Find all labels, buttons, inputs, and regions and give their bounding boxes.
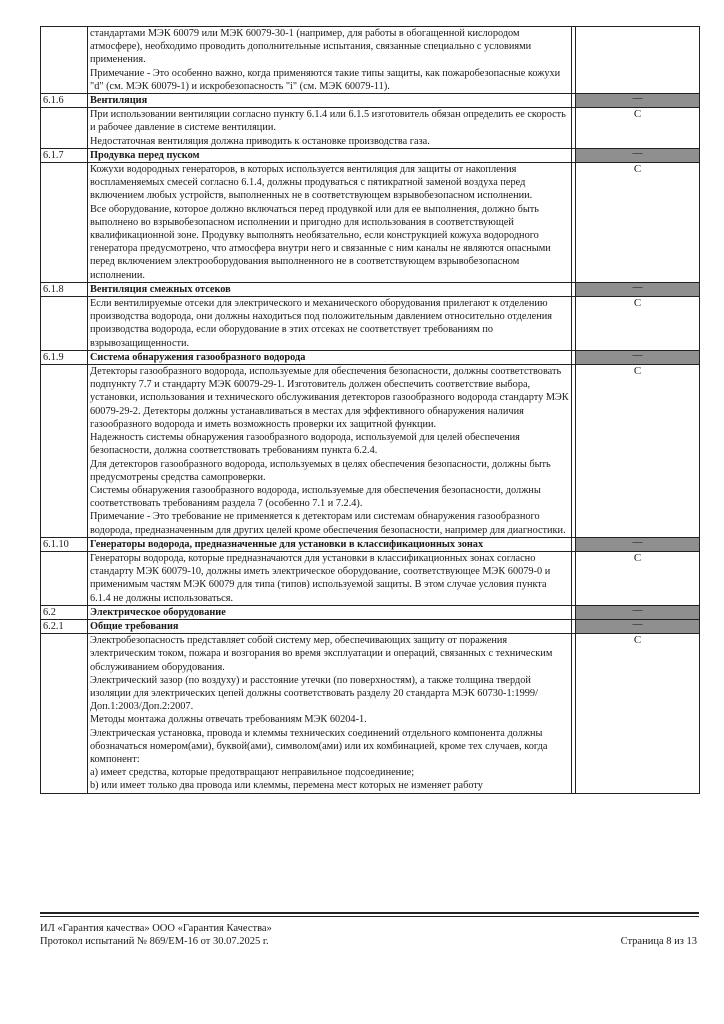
- requirement-text: Надежность системы обнаружения газообразного водорода, используемой для целей обеспечения безопасности, должна соответствовать требованиям пункта 6.2.4.: [90, 432, 520, 457]
- clause-number: 6.1.6: [41, 94, 88, 108]
- requirement-text: стандартами МЭК 60079 или МЭК 60079-30-1 (например, для работы в обогащенной кислородом атмосфере), необходимо проводить дополнительные испытания, связанные специально с условиями применения.: [90, 28, 532, 66]
- table-row: [41, 108, 700, 149]
- lab-name: ИЛ «Гарантия качества» ООО «Гарантия Качества»: [40, 923, 272, 934]
- table-row: [41, 634, 700, 793]
- note-text: Примечание - Это требование не применяется к детекторам или системам обнаружения газообразного водорода, предназначенным для других целей кроме обеспечения безопасности, например для диагностики.: [90, 511, 566, 536]
- table-row: [41, 297, 700, 351]
- note-text: Примечание - Это особенно важно, когда применяются такие типы защиты, как пожаробезопасные кожухи "d" (см. МЭК 60079-1) и искробезопасность "i" (см. МЭК 60079-11).: [90, 67, 561, 92]
- clause-title: Вентиляция смежных отсеков: [88, 282, 572, 296]
- list-item: b) или имеет только два провода или клеммы, перемена мест которых не изменяет работу: [90, 780, 483, 792]
- section-header-row: [41, 605, 700, 619]
- table-row: [41, 551, 700, 605]
- page-number: Страница 8 из 13: [620, 936, 697, 947]
- requirement-text: Для детекторов газообразного водорода, используемых в целях обеспечения безопасности, должны быть предусмотрены средства самопроверки.: [90, 458, 551, 483]
- result-cell: С: [576, 163, 700, 283]
- result-header-bar: —: [576, 605, 700, 619]
- page-footer: [40, 912, 699, 948]
- section-header-row: [41, 282, 700, 296]
- requirement-text: Электрическая установка, провода и клеммы технических соединений отдельного компонента должны обозначаться номером(ами), буквой(ами), символом(ами) или их комбинацией, кроме тех случаев, когда компонент:: [90, 727, 548, 765]
- table-row: [41, 365, 700, 538]
- clause-title: Электрическое оборудование: [88, 605, 572, 619]
- section-header-row: [41, 148, 700, 162]
- requirement-text: Генераторы водорода, которые предназначаются для установки в классификационных зонах согласно стандарту МЭК 60079-10, должны иметь электрическое оборудование, соответствующее МЭК 60079-0 и применимым частям МЭК 60079 для типа (типов) используемой защиты. В этом случае условия пункта 6.1.4 не должны использоваться.: [90, 552, 551, 604]
- result-cell: С: [576, 108, 700, 149]
- clause-title: Генераторы водорода, предназначенные для установки в классификационных зонах: [88, 537, 572, 551]
- result-header-bar: —: [576, 282, 700, 296]
- requirement-text: Детекторы газообразного водорода, используемые для обеспечения безопасности, должны соответствовать подпункту 7.7 и стандарту МЭК 60079-29-1. Изготовитель должен обеспечить соответствие выбора, установки, использования и технического обслуживания детекторов газообразного водорода стандарту МЭК 60079-29-2. Детекторы должны устанавливаться в местах для эффективного обнаружения наличия газообразного водорода и иметь возможность проверки их защитной функции.: [90, 366, 569, 430]
- requirement-text: Электробезопасность представляет собой систему мер, обеспечивающих защиту от поражения электрическим током, пожара и возгорания во время эксплуатации и операций, связанных с техническим обслуживанием оборудования.: [90, 635, 553, 673]
- section-header-row: [41, 619, 700, 633]
- result-cell: С: [576, 365, 700, 538]
- clause-number: 6.1.10: [41, 537, 88, 551]
- list-item: а) имеет средства, которые предотвращают неправильное подсоединение;: [90, 767, 415, 779]
- clause-title: Продувка перед пуском: [88, 148, 572, 162]
- result-header-bar: —: [576, 619, 700, 633]
- requirement-text: Методы монтажа должны отвечать требованиям МЭК 60204-1.: [90, 714, 367, 726]
- footer-divider: [40, 916, 699, 917]
- table-row: [41, 163, 700, 283]
- requirements-table: [40, 26, 700, 794]
- result-header-bar: —: [576, 537, 700, 551]
- result-header-bar: —: [576, 94, 700, 108]
- requirement-text: Электрический зазор (по воздуху) и расстояние утечки (по поверхностям), а также толщина твердой изоляции для электрических цепей должны соответствовать разделу 20 стандарта МЭК 60730-1:1999/Доп.1:2003/Доп.2:2007.: [90, 674, 538, 713]
- section-header-row: [41, 537, 700, 551]
- clause-number: 6.2: [41, 605, 88, 619]
- clause-title: Вентиляция: [88, 94, 572, 108]
- requirement-text: При использовании вентиляции согласно пункту 6.1.4 или 6.1.5 изготовитель обязан определить ее скорость и рабочее давление в системе вентиляции.: [90, 109, 566, 134]
- protocol-number: Протокол испытаний № 869/ЕМ-16 от 30.07.2025 г.: [40, 936, 269, 947]
- clause-title: Система обнаружения газообразного водорода: [88, 350, 572, 364]
- protocol-table-area: [40, 26, 699, 794]
- result-cell: С: [576, 551, 700, 605]
- clause-number: 6.1.8: [41, 282, 88, 296]
- clause-number: 6.1.9: [41, 350, 88, 364]
- clause-number: 6.1.7: [41, 148, 88, 162]
- clause-number: 6.2.1: [41, 619, 88, 633]
- table-row: [41, 27, 700, 94]
- requirement-text: Недостаточная вентиляция должна приводить к остановке производства газа.: [90, 135, 430, 147]
- requirement-text: Кожухи водородных генераторов, в которых используется вентиляция для защиты от накопления воспламеняемых смесей согласно 6.1.4, должны продуваться с пятикратной заменой воздуха перед включением любых устройств, выполненных не в соответствующем взрывобезопасном исполнении.: [90, 164, 533, 202]
- footer-divider: [40, 912, 699, 914]
- result-cell: С: [576, 634, 700, 793]
- result-cell: [576, 27, 700, 94]
- result-header-bar: —: [576, 148, 700, 162]
- requirement-text: Системы обнаружения газообразного водорода, используемые для обеспечения безопасности, должны соответствовать требованиям раздела 7 (особенно 7.1 и 7.2.4).: [90, 484, 541, 510]
- requirement-text: Все оборудование, которое должно включаться перед продувкой или для ее выполнения, должно быть выполнено во взрывобезопасном исполнении и пригодно для использования в соответствующей квалификационной зоне. Продувку выполнять необязательно, если конструкцией кожуха водородного генератора предусмотрено, что атмосфера внутри него и связанные с ним каналы не являются опасными перед включением электрооборудования выполненного не в соответствующем взрывобезопасном исполнении.: [90, 203, 551, 281]
- section-header-row: [41, 94, 700, 108]
- clause-title: Общие требования: [88, 619, 572, 633]
- section-header-row: [41, 350, 700, 364]
- result-cell: С: [576, 297, 700, 351]
- result-header-bar: —: [576, 350, 700, 364]
- requirement-text: Если вентилируемые отсеки для электрического и механического оборудования прилегают к отделению производства водорода, они должны находиться под положительным давлением относительно отделения производства водорода, если оборудование в этих отсеках не соответствует требованиям по взрывозащищенности.: [90, 298, 552, 349]
